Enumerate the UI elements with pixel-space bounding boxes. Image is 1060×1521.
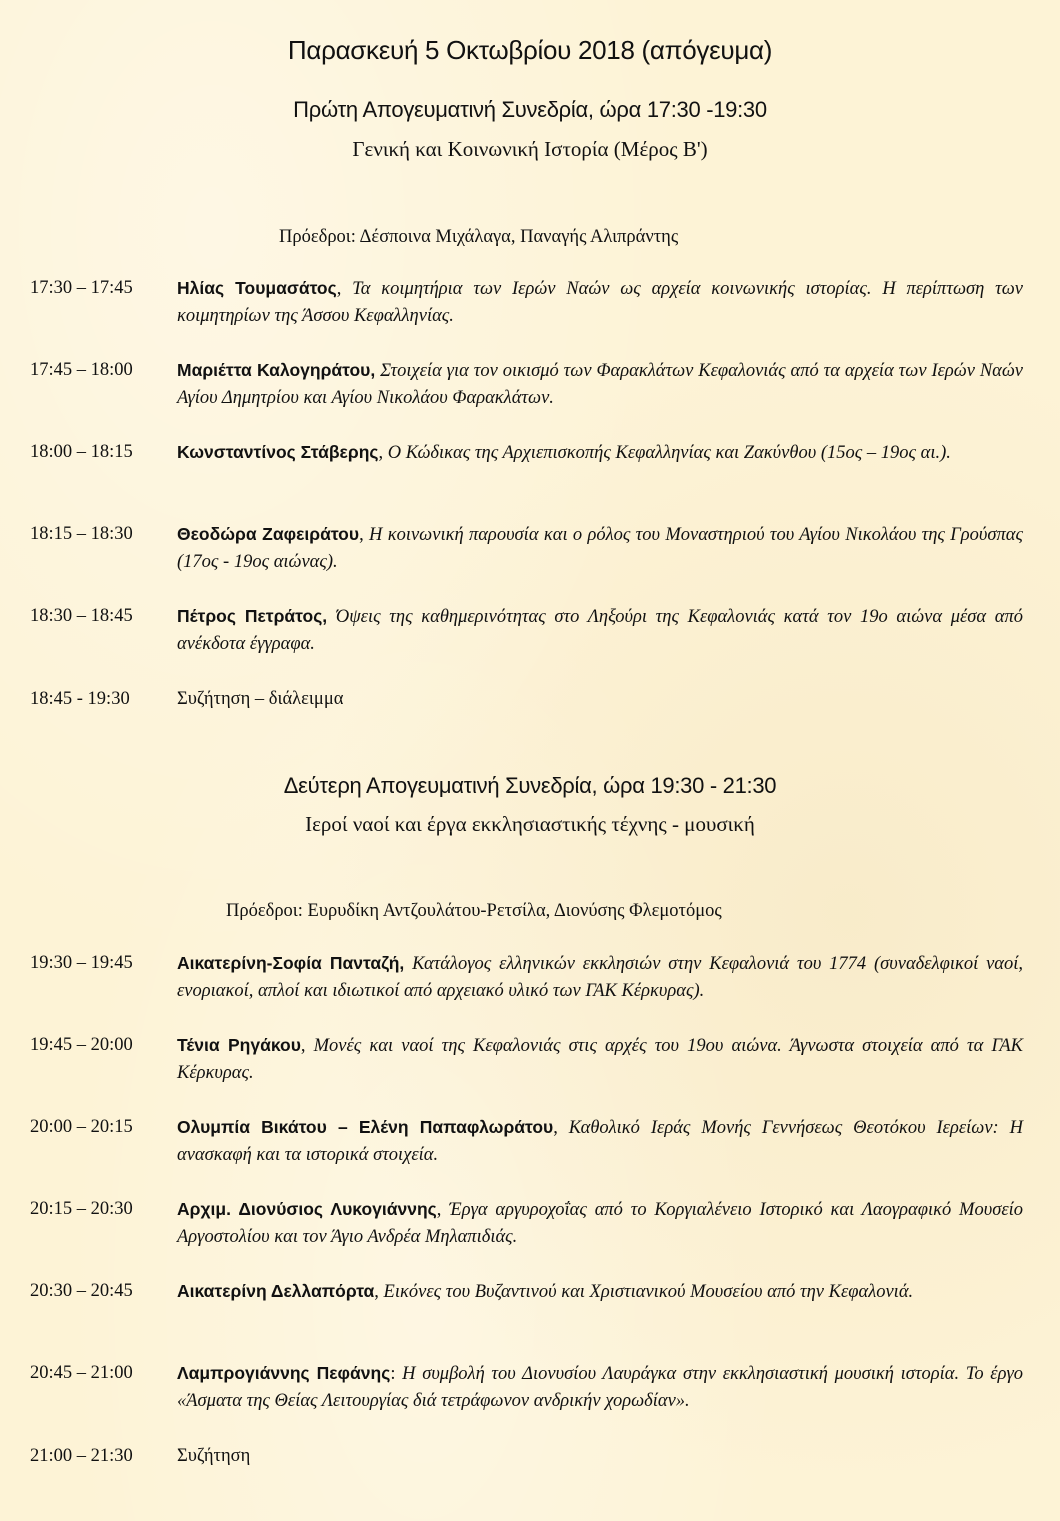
speaker-name: Μαριέττα Καλογηράτου, [177,360,376,380]
speaker-name: Ηλίας Τουμασάτος [177,278,337,298]
slot-entry [177,1032,1023,1087]
slot-time: 21:00 – 21:30 [30,1446,133,1466]
slot-time: 20:15 – 20:30 [30,1199,133,1219]
slot-time: 20:45 – 21:00 [30,1363,133,1383]
separator: : [390,1364,403,1384]
separator: , [359,525,370,545]
speaker-name: Τένια Ρηγάκου [177,1035,301,1055]
talk-title: Ο Κώδικας της Αρχιεπισκοπής Κεφαλληνίας και Ζακύνθου (15ος – 19ος αι.). [387,443,951,463]
talk-title: Όψεις της καθημερινότητας στο Ληξούρι της Κεφαλονιάς κατά τον 19ο αιώνα μέσα από ανέκδοτα έγγραφα. [177,607,1023,654]
slot-time: 17:30 – 17:45 [30,278,133,298]
session-2-subtitle: Ιεροί ναοί και έργα εκκλησιαστικής τέχνης - μουσική [305,812,755,836]
talk-title: Τα κοιμητήρια των Ιερών Ναών ως αρχεία κοινωνικής ιστορίας. Η περίπτωση των κοιμητηρίων της Άσσου Κεφαλληνίας. [177,279,1024,326]
separator [404,954,412,974]
slot-entry [177,1196,1023,1251]
slot-time: 18:00 – 18:15 [30,442,133,462]
slot-time: 18:45 - 19:30 [30,689,130,709]
slot-entry [177,275,1023,330]
session-2-title: Δεύτερη Απογευματινή Συνεδρία, ώρα 19:30 - 21:30 [283,773,777,798]
speaker-name: Αικατερίνη Δελλαπόρτα [177,1281,375,1301]
slot-entry [177,950,1023,1005]
talk-title: Η συμβολή του Διονυσίου Λαυράγκα στην εκκλησιαστική μουσική ιστορία. Το έργο «Άσματα της Θείας Λειτουργίας διά τετράφωνον ανδρικήν χορωδίαν». [177,1364,1024,1411]
speaker-name: Θεοδώρα Ζαφειράτου [177,524,360,544]
slot-entry [177,521,1023,576]
talk-title: Κατάλογος ελληνικών εκκλησιών στην Κεφαλονιά του 1774 (συναδελφικοί ναοί, ενοριακοί, απλοί και ιδιωτικοί από αρχειακό υλικό των ΓΑΚ Κέρκυρας). [177,954,1024,1001]
separator: , [374,1282,384,1302]
slot-time: 19:30 – 19:45 [30,953,133,973]
slot-entry [177,686,1023,713]
slot-time: 18:15 – 18:30 [30,524,133,544]
separator: , [378,443,388,463]
break-label: Συζήτηση [177,1446,251,1466]
slot-time: 19:45 – 20:00 [30,1035,133,1055]
slot-time: 20:30 – 20:45 [30,1281,133,1301]
session-1-subtitle: Γενική και Κοινωνική Ιστορία (Μέρος Β') [352,137,708,161]
speaker-name: Αικατερίνη-Σοφία Πανταζή, [177,953,405,973]
talk-title: Η κοινωνική παρουσία και ο ρόλος του Μοναστηριού του Αγίου Νικολάου της Γρούσπας (17ος - 19ος αιώνας). [177,525,1023,572]
separator: , [436,1200,450,1220]
slot-time: 17:45 – 18:00 [30,360,133,380]
slot-time: 20:00 – 20:15 [30,1117,133,1137]
separator: , [336,279,353,299]
slot-entry [177,1114,1023,1169]
session-2-chairs: Πρόεδροι: Ευρυδίκη Αντζουλάτου-Ρετσίλα, Διονύσης Φλεμοτόμος [226,901,722,921]
slot-entry [177,1278,1023,1306]
speaker-name: Αρχιμ. Διονύσιος Λυκογιάννης [177,1199,437,1219]
speaker-name: Πέτρος Πετράτος, [177,606,328,626]
talk-title: Καθολικό Ιεράς Μονής Γεννήσεως Θεοτόκου Ιερείων: Η ανασκαφή και τα ιστορικά στοιχεία. [177,1118,1023,1165]
session-1-chairs: Πρόεδροι: Δέσποινα Μιχάλαγα, Παναγής Αλιπράντης [279,227,679,247]
slot-entry [177,439,1023,467]
speaker-name: Κωνσταντίνος Στάβερης [177,442,379,462]
talk-title: Στοιχεία για τον οικισμό των Φαρακλάτων Κεφαλονιάς από τα αρχεία των Ιερών Ναών Αγίου Δημητρίου και Αγίου Νικολάου Φαρακλάτων. [177,361,1023,408]
talk-title: Μονές και ναοί της Κεφαλονιάς στις αρχές του 19ου αιώνα. Άγνωστα στοιχεία από τα ΓΑΚ Κέρκυρας. [177,1036,1023,1083]
slot-time: 18:30 – 18:45 [30,606,133,626]
slot-entry [177,1443,1023,1470]
speaker-name: Λαμπρογιάννης Πεφάνης [177,1363,391,1383]
speaker-name: Ολυμπία Βικάτου – Ελένη Παπαφλωράτου [177,1117,554,1137]
separator [327,607,336,627]
session-1-title: Πρώτη Απογευματινή Συνεδρία, ώρα 17:30 -19:30 [293,97,767,122]
separator: , [300,1036,314,1056]
slot-entry [177,1360,1023,1415]
slot-entry [177,357,1023,412]
talk-title: Εικόνες του Βυζαντινού και Χριστιανικού Μουσείου από την Κεφαλονιά. [383,1282,914,1302]
talk-title: Έργα αργυροχοΐας από το Κοργιαλένειο Ιστορικό και Λαογραφικό Μουσείο Αργοστολίου και τον Άγιο Ανδρέα Μηλαπιδιάς. [177,1200,1024,1247]
separator: , [553,1118,569,1138]
break-label: Συζήτηση – διάλειμμα [177,689,344,709]
day-title: Παρασκευή 5 Οκτωβρίου 2018 (απόγευμα) [287,35,773,65]
slot-entry [177,603,1023,658]
